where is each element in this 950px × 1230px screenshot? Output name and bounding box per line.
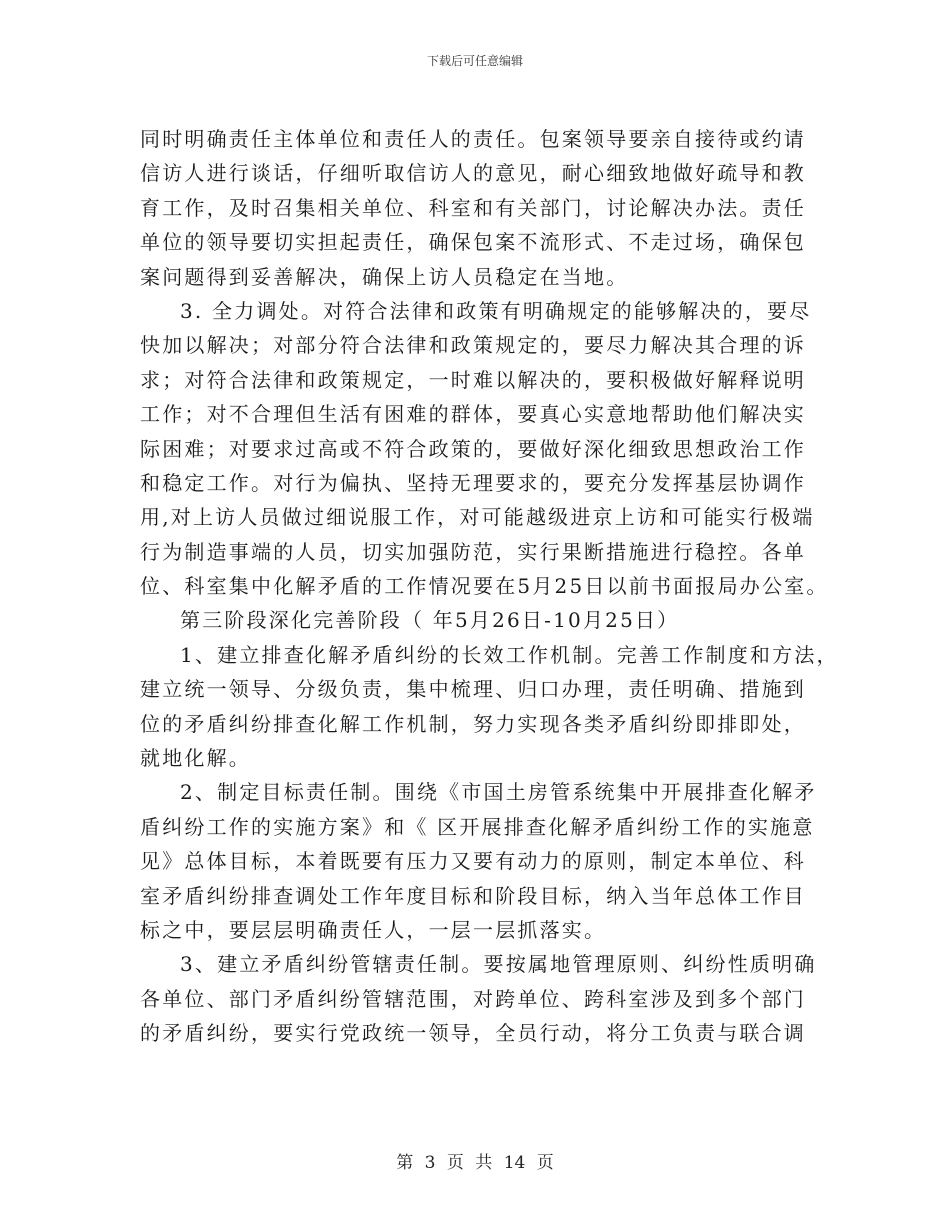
text-line: 见》总体目标，本着既要有压力又要有动力的原则，制定本单位、科 bbox=[140, 849, 806, 874]
text-line: 育工作，及时召集相关单位、科室和有关部门，讨论解决办法。责任 bbox=[140, 195, 806, 220]
text-line: 信访人进行谈话，仔细听取信访人的意见，耐心细致地做好疏导和教 bbox=[140, 161, 806, 186]
text-line: 就地化解。 bbox=[140, 746, 251, 771]
text-line: 快加以解决；对部分符合法律和政策规定的，要尽力解决其合理的诉 bbox=[140, 333, 806, 358]
text-line: 位的矛盾纠纷排查化解工作机制，努力实现各类矛盾纠纷即排即处， bbox=[140, 711, 806, 736]
text-line: 3. 全力调处。对符合法律和政策有明确规定的能够解决的，要尽 bbox=[180, 298, 812, 323]
text-line: 际困难；对要求过高或不符合政策的，要做好深化细致思想政治工作 bbox=[140, 436, 806, 461]
text-line: 工作；对不合理但生活有困难的群体，要真心实意地帮助他们解决实 bbox=[140, 402, 806, 427]
text-line: 建立统一领导、分级负责，集中梳理、归口办理，责任明确、措施到 bbox=[140, 677, 806, 702]
text-line: 用,对上访人员做过细说服工作，对可能越级进京上访和可能实行极端 bbox=[140, 505, 815, 530]
text-line: 和稳定工作。对行为偏执、坚持无理要求的，要充分发挥基层协调作 bbox=[140, 470, 806, 495]
text-line: 求；对符合法律和政策规定，一时难以解决的，要积极做好解释说明 bbox=[140, 367, 806, 392]
text-line: 行为制造事端的人员，切实加强防范，实行果断措施进行稳控。各单 bbox=[140, 539, 806, 564]
text-line: 2、制定目标责任制。围绕《市国土房管系统集中开展排查化解矛 bbox=[180, 780, 817, 805]
body-text bbox=[140, 122, 839, 1051]
text-line: 位、科室集中化解矛盾的工作情况要在5月25日以前书面报局办公室。 bbox=[140, 574, 829, 599]
text-line: 1、建立排查化解矛盾纠纷的长效工作机制。完善工作制度和方法， bbox=[180, 642, 839, 667]
text-line: 同时明确责任主体单位和责任人的责任。包案领导要亲自接待或约请 bbox=[140, 127, 806, 151]
text-line: 第三阶段深化完善阶段（ 年5月26日-10月25日） bbox=[180, 608, 680, 633]
page-footer: 第 3 页 共 14 页 bbox=[396, 1153, 554, 1173]
text-line: 的矛盾纠纷，要实行党政统一领导，全员行动，将分工负责与联合调 bbox=[140, 1021, 806, 1046]
text-line: 盾纠纷工作的实施方案》和《 区开展排查化解矛盾纠纷工作的实施意 bbox=[140, 814, 815, 839]
text-line: 各单位、部门矛盾纠纷管辖范围，对跨单位、跨科室涉及到多个部门 bbox=[140, 986, 806, 1011]
text-line: 标之中，要层层明确责任人，一层一层抓落实。 bbox=[140, 917, 607, 942]
text-line: 案问题得到妥善解决，确保上访人员稳定在当地。 bbox=[140, 264, 629, 289]
text-line: 室矛盾纠纷排查调处工作年度目标和阶段目标，纳入当年总体工作目 bbox=[140, 883, 806, 908]
page-header: 下载后可任意编辑 bbox=[426, 54, 523, 68]
text-line: 单位的领导要切实担起责任，确保包案不流形式、不走过场，确保包 bbox=[140, 230, 806, 255]
text-line: 3、建立矛盾纠纷管辖责任制。要按属地管理原则、纠纷性质明确 bbox=[180, 952, 817, 977]
